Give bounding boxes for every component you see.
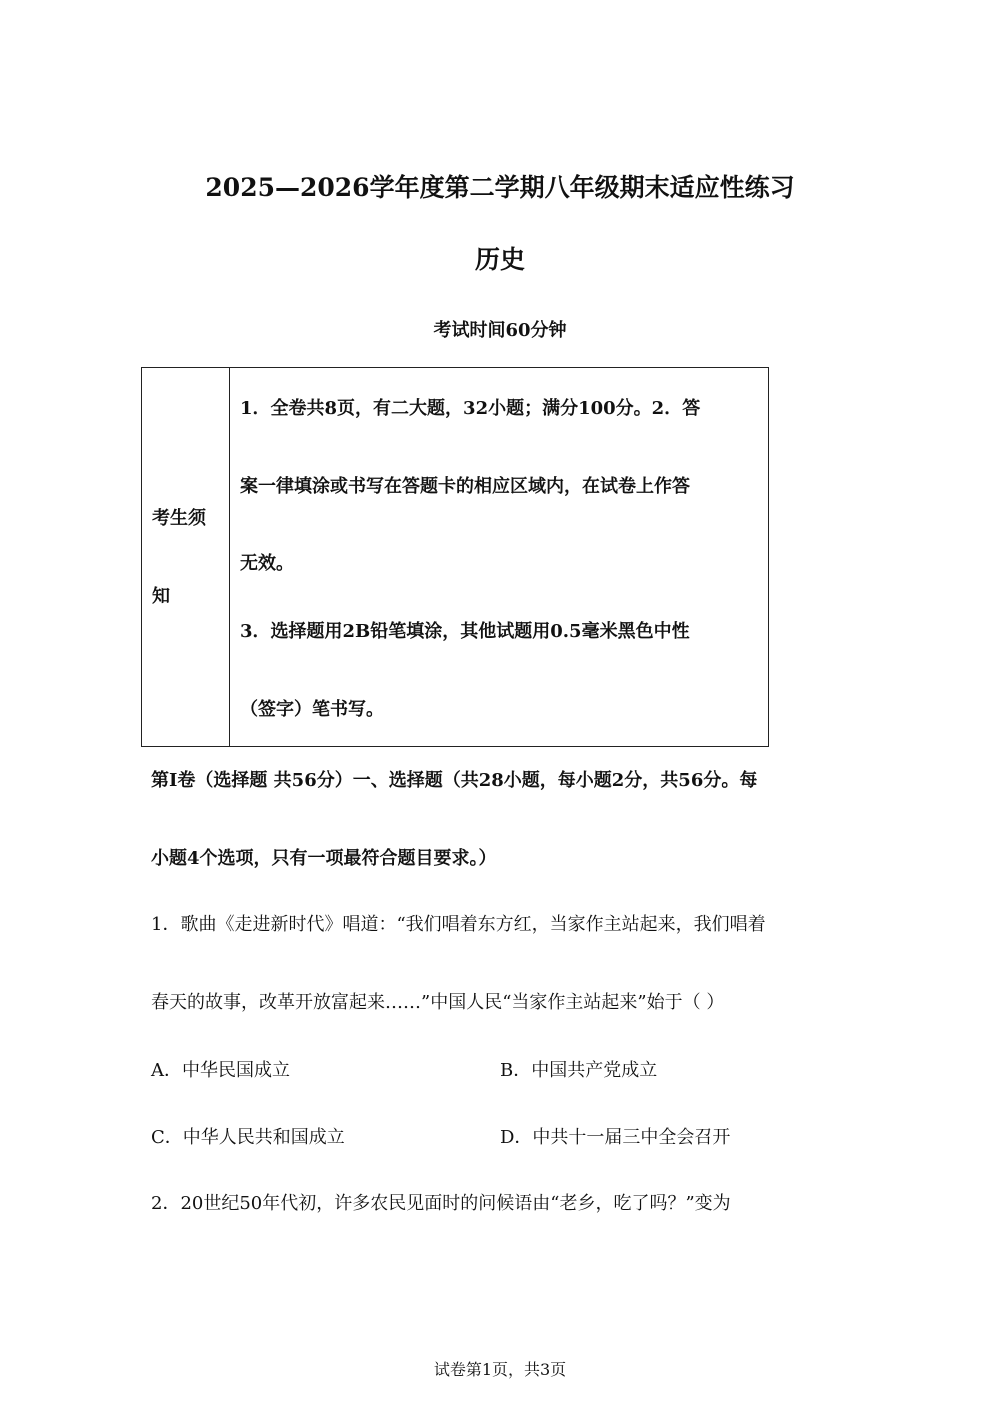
question-1-option-a: A．中华民国成立 (151, 1060, 290, 1081)
notice-line: 1．全卷共8页，有二大题，32小题；满分100分。2．答 (240, 398, 701, 419)
section-heading-line1: 第Ⅰ卷（选择题 共56分）一、选择题（共28小题，每小题2分，共56分。每 (151, 770, 758, 791)
page-footer: 试卷第1页，共3页 (433, 1360, 567, 1379)
question-1-option-b: B．中国共产党成立 (500, 1060, 658, 1081)
question-1-stem-line2: 春天的故事，改革开放富起来……”中国人民“当家作主站起来”始于（ ） (151, 992, 725, 1013)
notice-content-cell (230, 368, 768, 746)
notice-table (141, 367, 769, 747)
question-1-option-d: D．中共十一届三中全会召开 (500, 1127, 731, 1148)
exam-title: 2025—2026学年度第二学期八年级期末适应性练习 (205, 173, 795, 202)
notice-line: 无效。 (240, 553, 294, 574)
notice-line: 案一律填涂或书写在答题卡的相应区域内，在试卷上作答 (240, 476, 690, 497)
question-1-option-c: C．中华人民共和国成立 (151, 1127, 345, 1148)
notice-line: 3．选择题用2B铅笔填涂，其他试题用0.5毫米黑色中性 (240, 621, 690, 642)
notice-label-line1: 考生须 (152, 508, 206, 529)
section-heading-line2: 小题4个选项，只有一项最符合题目要求。） (151, 848, 497, 869)
notice-line: （签字）笔书写。 (240, 699, 384, 720)
question-1-stem-line1: 1．歌曲《走进新时代》唱道：“我们唱着东方红，当家作主站起来，我们唱着 (151, 914, 766, 935)
notice-label-line2: 知 (152, 586, 170, 607)
notice-label-cell (142, 368, 230, 746)
exam-time: 考试时间60分钟 (433, 320, 567, 341)
subject-title: 历史 (474, 245, 525, 274)
question-2-stem-line1: 2．20世纪50年代初，许多农民见面时的问候语由“老乡，吃了吗？”变为 (151, 1193, 731, 1214)
